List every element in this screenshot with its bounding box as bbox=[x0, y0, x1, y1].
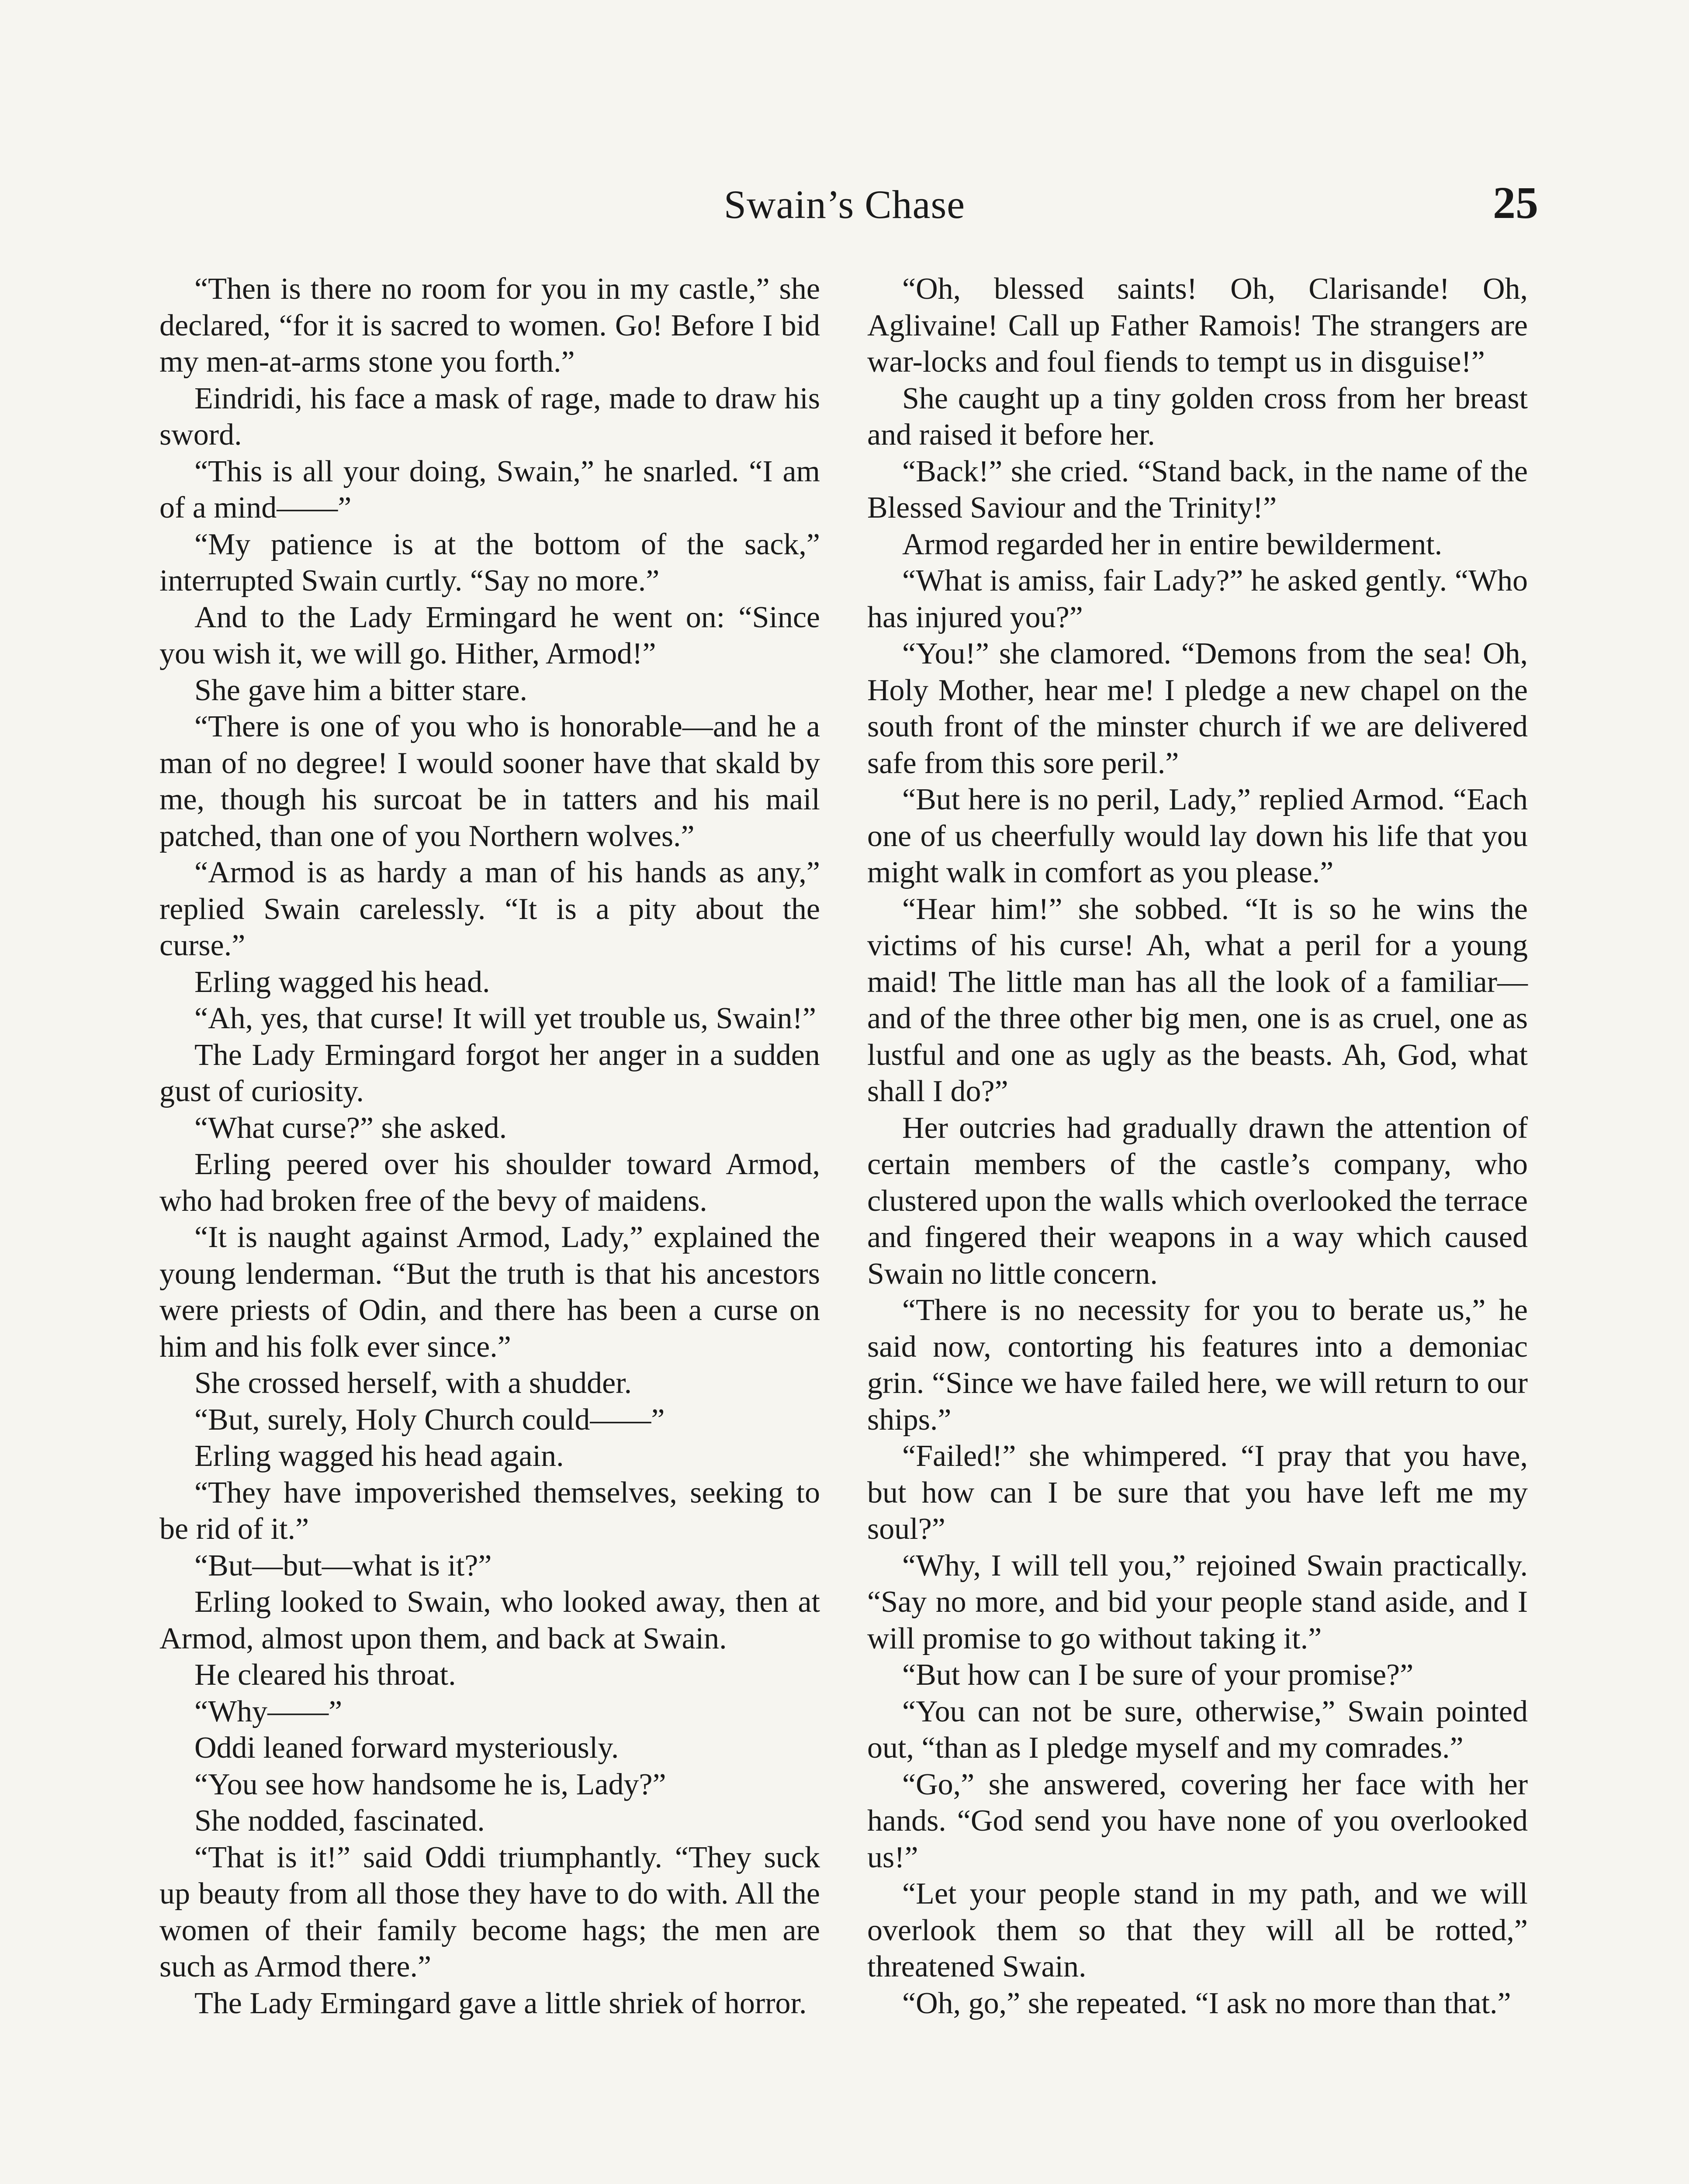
paragraph: She nodded, fascinated. bbox=[194, 1804, 485, 1838]
paragraph: Eindridi, his face a mask of rage, made to draw his sword. bbox=[159, 381, 820, 452]
paragraph: “You can not be sure, otherwise,” Swain pointed out, “than as I pledge myself and my comrades.” bbox=[867, 1694, 1528, 1765]
paragraph: The Lady Ermingard forgot her anger in a sudden gust of curiosity. bbox=[159, 1038, 820, 1108]
paragraph: “Hear him!” she sobbed. “It is so he wins the victims of his curse! Ah, what a peril for a young maid! The little man has all the look of a familiar—and of the three other big men, one is as cruel, one as lustful and one as ugly as the beasts. Ah, God, what shall I do?” bbox=[867, 892, 1528, 1108]
paragraph: “There is one of you who is honorable—and he a man of no degree! I would sooner have that skald by me, though his surcoat be in tatters and his mail patched, than one of you Northern wolves.” bbox=[159, 710, 820, 853]
paragraph: “You!” she clamored. “Demons from the sea! Oh, Holy Mother, hear me! I pledge a new chapel on the south front of the minster church if we are delivered safe from this sore peril.” bbox=[867, 637, 1528, 780]
paragraph: Armod regarded her in entire bewilderment. bbox=[902, 527, 1443, 561]
paragraph: “Back!” she cried. “Stand back, in the name of the Blessed Saviour and the Trinity!” bbox=[867, 454, 1528, 525]
paragraph: “Armod is as hardy a man of his hands as any,” replied Swain carelessly. “It is a pity about the curse.” bbox=[159, 856, 820, 962]
paragraph: “Let your people stand in my path, and we will overlook them so that they will all be rotted,” threatened Swain. bbox=[867, 1877, 1528, 1984]
paragraph: Her outcries had gradually drawn the attention of certain members of the castle’s company, who clustered upon the walls which overlooked the terrace and fingered their weapons in a way which caused Swain no little concern. bbox=[867, 1111, 1528, 1291]
paragraph: “Oh, go,” she repeated. “I ask no more than that.” bbox=[902, 1986, 1511, 2020]
paragraph: “You see how handsome he is, Lady?” bbox=[194, 1767, 666, 1801]
paragraph: “Why, I will tell you,” rejoined Swain practically. “Say no more, and bid your people stand aside, and I will promise to go without taking it.” bbox=[867, 1548, 1528, 1655]
left-text-column bbox=[159, 271, 820, 2022]
paragraph: “Then is there no room for you in my castle,” she declared, “for it is sacred to women. Go! Before I bid my men-at-arms stone you forth.” bbox=[159, 272, 820, 379]
paragraph: “Failed!” she whimpered. “I pray that you have, but how can I be sure that you have left me my soul?” bbox=[867, 1439, 1528, 1546]
paragraph: She gave him a bitter stare. bbox=[194, 673, 527, 707]
right-text-column bbox=[867, 271, 1528, 2022]
paragraph: She caught up a tiny golden cross from her breast and raised it before her. bbox=[867, 381, 1528, 452]
running-title: Swain’s Chase bbox=[723, 182, 966, 227]
paragraph: Erling wagged his head. bbox=[194, 965, 490, 999]
paragraph: He cleared his throat. bbox=[194, 1658, 456, 1692]
paragraph: “They have impoverished themselves, seeking to be rid of it.” bbox=[159, 1476, 820, 1546]
paragraph: “But, surely, Holy Church could——” bbox=[194, 1403, 665, 1437]
paragraph: “My patience is at the bottom of the sack,” interrupted Swain curtly. “Say no more.” bbox=[159, 527, 820, 598]
paragraph: Erling wagged his head again. bbox=[194, 1439, 564, 1473]
paragraph: “Go,” she answered, covering her face with her hands. “God send you have none of you overlooked us!” bbox=[867, 1767, 1528, 1874]
paragraph: “But here is no peril, Lady,” replied Armod. “Each one of us cheerfully would lay down his life that you might walk in comfort as you please.” bbox=[867, 783, 1528, 889]
paragraph: The Lady Ermingard gave a little shriek of horror. bbox=[194, 1986, 807, 2020]
paragraph: “Oh, blessed saints! Oh, Clarisande! Oh, Aglivaine! Call up Father Ramois! The strangers are war-locks and foul fiends to tempt us in disguise!” bbox=[867, 272, 1528, 379]
paragraph: “Ah, yes, that curse! It will yet trouble us, Swain!” bbox=[194, 1002, 816, 1035]
paragraph: She crossed herself, with a shudder. bbox=[194, 1366, 632, 1400]
paragraph: Oddi leaned forward mysteriously. bbox=[194, 1731, 619, 1765]
paragraph: Erling looked to Swain, who looked away, then at Armod, almost upon them, and back at Swain. bbox=[159, 1585, 820, 1655]
paragraph: “That is it!” said Oddi triumphantly. “They suck up beauty from all those they have to do with. All the women of their family become hags; the men are such as Armod there.” bbox=[159, 1840, 820, 1984]
paragraph: “What curse?” she asked. bbox=[194, 1111, 507, 1145]
paragraph: “It is naught against Armod, Lady,” explained the young lenderman. “But the truth is that his ancestors were priests of Odin, and there has been a curse on him and his folk ever since.” bbox=[159, 1220, 820, 1364]
paragraph: “But how can I be sure of your promise?” bbox=[902, 1658, 1414, 1692]
paragraph: “This is all your doing, Swain,” he snarled. “I am of a mind——” bbox=[159, 454, 820, 525]
paragraph: And to the Lady Ermingard he went on: “Since you wish it, we will go. Hither, Armod!” bbox=[159, 600, 820, 670]
paragraph: “What is amiss, fair Lady?” he asked gently. “Who has injured you?” bbox=[867, 564, 1528, 634]
paragraph: “But—but—what is it?” bbox=[194, 1548, 492, 1583]
paragraph: “Why——” bbox=[194, 1694, 343, 1728]
page-number: 25 bbox=[1493, 178, 1538, 228]
paragraph: “There is no necessity for you to berate us,” he said now, contorting his features into a demoniac grin. “Since we have failed here, we will return to our ships.” bbox=[867, 1293, 1528, 1437]
paragraph: Erling peered over his shoulder toward Armod, who had broken free of the bevy of maidens. bbox=[159, 1147, 820, 1218]
